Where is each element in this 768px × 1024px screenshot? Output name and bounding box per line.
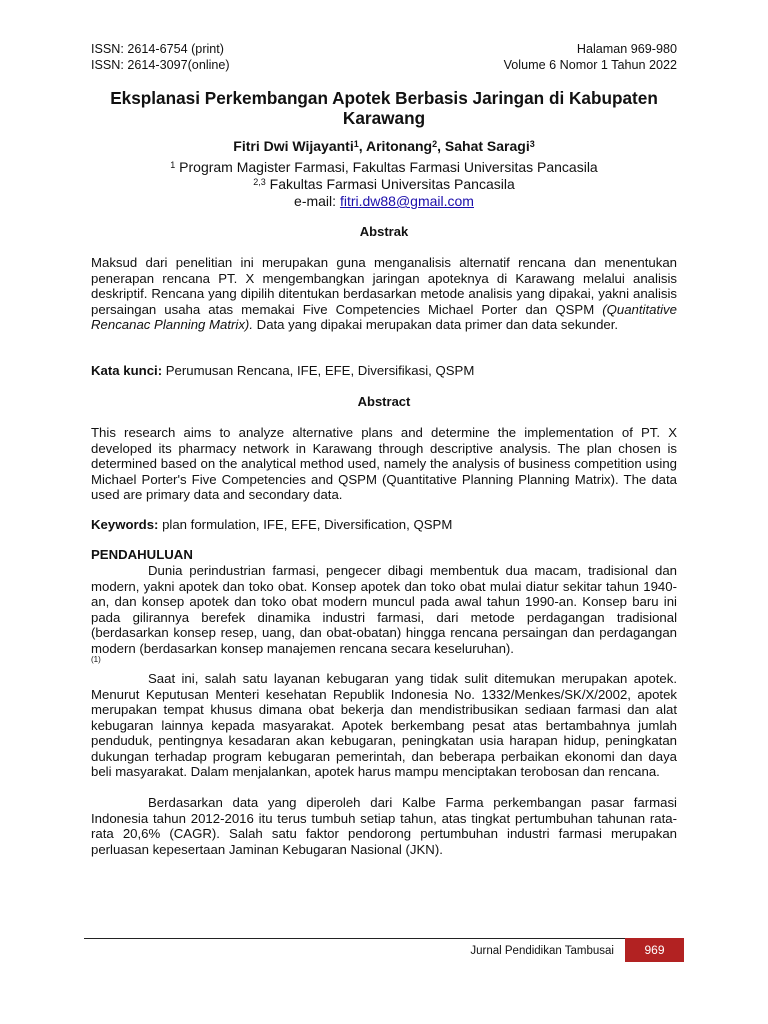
author-2: , Aritonang (358, 138, 433, 154)
email-link[interactable]: fitri.dw88@gmail.com (339, 193, 474, 209)
abstrak-text-1: Maksud dari penelitian ini merupakan guna menganalisis alternatif rencana dan menentukan penerapan rencana PT. X mengembangkan jaringan apoteknya di Karawang melalui analisis deskriptif. Rencana yang dipilih ditentukan berdasarkan metode analisis yang dipakai, yakni analisis persaingan usaha atas memakai Five Competencies Michael Porter dan QSPM (91, 255, 677, 317)
footer-divider (84, 938, 684, 939)
pendahuluan-p1-text: Dunia perindustrian farmasi, pengecer dibagi membentuk dua macam, tradisional dan modern, yakni apotek dan toko obat. Konsep apotek dan toko obat mulai diatur sekitar tahun 1940-an, dan konsep apotek dan toko obat modern muncul pada awal tahun 1990-an. Konsep baru ini pada gilirannya berefek dinamika industri farmasi, dari metode perdagangan tradisional (berdasarkan konsep resep, uang, dan obat-obatan) hingga rencana persaingan dan perdagangan modern (berdasarkan konsep manajemen rencana secara keseluruhan). (91, 563, 677, 656)
kata-kunci-text: Perumusan Rencana, IFE, EFE, Diversifikasi, QSPM (162, 363, 475, 378)
email-line (80, 193, 688, 210)
affiliation-2 (80, 176, 688, 193)
kata-kunci (91, 363, 677, 379)
abstrak-text-2: Data yang dipakai merupakan data primer dan data sekunder. (253, 317, 619, 332)
affiliation-2-text: Fakultas Farmasi Universitas Pancasila (265, 176, 515, 192)
footer-page-number: 969 (625, 938, 684, 962)
keywords-label: Keywords: (91, 517, 159, 532)
title-line-2: Karawang (342, 108, 426, 128)
affiliation-2-sup: 2,3 (253, 177, 266, 187)
kata-kunci-label: Kata kunci: (91, 363, 163, 378)
abstract-body: This research aims to analyze alternative plans and determine the implementation of PT. X developed its pharmacy network in Karawang through descriptive analysis. The plan chosen is determined based on the analytical method used, namely the analysis of business competition using Michael Porter's Five Competencies and QSPM (Quantitative Planning Planning Matrix). The data used are primary data and secondary data. (91, 425, 677, 502)
affiliation-1-text: Program Magister Farmasi, Fakultas Farmasi Universitas Pancasila (175, 159, 598, 175)
author-1-sup: 1 (353, 139, 359, 149)
footer-journal-name: Jurnal Pendidikan Tambusai (470, 945, 614, 957)
abstrak-heading: Abstrak (359, 224, 409, 239)
author-list (80, 138, 688, 155)
author-2-sup: 2 (432, 139, 438, 149)
pendahuluan-paragraph-3: Berdasarkan data yang diperoleh dari Kalbe Farma perkembangan pasar farmasi Indonesia tahun 2012-2016 itu terus tumbuh setiap tahun, atas tingkat pertumbuhan tahunan rata-rata 20,6% (CAGR). Salah satu faktor pendorong pertumbuhan industri farmasi merupakan perluasan kepesertaan Jaminan Kebugaran Nasional (JKN). (91, 795, 677, 857)
abstrak-text-italic: (Quantitative Rencanac Planning Matrix). (91, 301, 677, 332)
pendahuluan-paragraph-2: Saat ini, salah satu layanan kebugaran yang tidak sulit ditemukan merupakan apotek. Menurut Keputusan Menteri kesehatan Republik Indonesia No. 1332/Menkes/SK/X/2002, apotek merupakan tempat khusus dimana obat bekerja dan mendistribusikan sediaan farmasi dan alat kebugaran lainnya kepada masyarakat. Apotek berkembang pesat atas bertambahnya jumlah penduduk, pentingnya kesadaran akan kebugaran, peningkatan usia harapan hidup, peningkatan dukungan terhadap program kebugaran pemerintah, dan beberapa perbaikan ekonomi dan daya beli masyarakat. Dalam menjalankan, apotek harus mampu menciptakan terobosan dan rencana. (91, 671, 677, 779)
volume-info: Volume 6 Nomor 1 Tahun 2022 (503, 57, 677, 72)
author-3: , Sahat Saragi (437, 138, 530, 154)
author-3-sup: 3 (529, 139, 535, 149)
abstrak-body (91, 255, 677, 333)
abstract-heading: Abstract (357, 394, 411, 409)
page-header (91, 42, 677, 73)
page-range: Halaman 969-980 (576, 42, 677, 56)
paper-title (80, 88, 688, 128)
affiliation-1 (80, 159, 688, 176)
keywords-text: plan formulation, IFE, EFE, Diversification, QSPM (158, 517, 453, 532)
issn-print: ISSN: 2614-6754 (print) (91, 42, 225, 56)
keywords (91, 517, 677, 533)
citation-ref: (1) (91, 655, 101, 664)
affiliation-1-sup: 1 (170, 160, 176, 170)
email-label: e-mail: (294, 193, 340, 209)
pendahuluan-paragraph-1 (91, 563, 677, 672)
title-line-1: Eksplanasi Perkembangan Apotek Berbasis Jaringan di Kabupaten (110, 88, 658, 108)
section-heading-pendahuluan: PENDAHULUAN (91, 547, 193, 562)
author-1: Fitri Dwi Wijayanti (233, 138, 354, 154)
issn-online: ISSN: 2614-3097(online) (91, 57, 230, 72)
